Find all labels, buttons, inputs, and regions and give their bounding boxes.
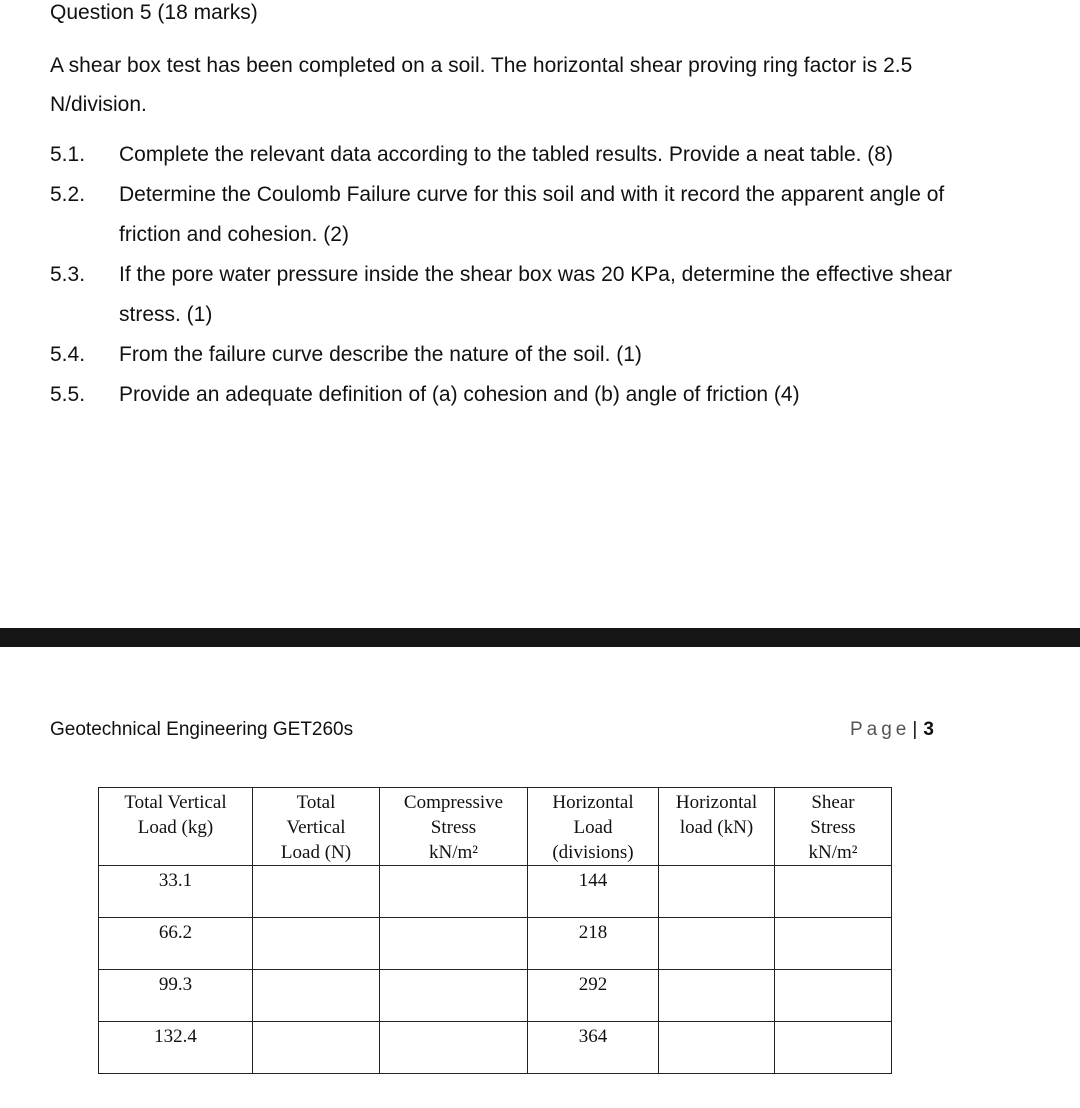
sub-question-text: Complete the relevant data according to the tabled results. Provide a neat table. (8)	[119, 143, 893, 166]
sub-question-text: From the failure curve describe the nature of the soil. (1)	[119, 343, 642, 366]
header-line: Load (kg)	[137, 817, 214, 838]
cell-shear-stress	[775, 918, 892, 970]
cell-compressive-stress	[380, 866, 528, 918]
cell-vertical-load-n	[253, 918, 380, 970]
header-line: (divisions)	[552, 842, 634, 863]
header-line: Total Vertical	[124, 792, 227, 813]
header-line: Load (N)	[280, 842, 352, 863]
cell-shear-stress	[775, 970, 892, 1022]
cell-vertical-load-n	[253, 970, 380, 1022]
header-line: Stress	[430, 817, 477, 838]
header-line: Compressive	[403, 792, 504, 813]
table-row	[99, 918, 892, 970]
table-row	[99, 970, 892, 1022]
cell-compressive-stress	[380, 1022, 528, 1074]
header-shear-stress	[775, 788, 892, 866]
header-line: Horizontal	[552, 792, 634, 813]
cell-vertical-load-kg: 99.3	[99, 970, 253, 1022]
sub-question-number: 5.2.	[50, 183, 86, 206]
sub-question-number: 5.3.	[50, 263, 86, 286]
header-line: Load	[573, 817, 613, 838]
cell-horizontal-load-divisions: 364	[528, 1022, 659, 1074]
cell-horizontal-load-kn	[659, 866, 775, 918]
header-total-vertical-load-kg	[99, 788, 253, 866]
sub-question-number: 5.5.	[50, 383, 86, 406]
table-row	[99, 866, 892, 918]
footer-course: Geotechnical Engineering GET260s	[50, 719, 354, 740]
cell-compressive-stress	[380, 918, 528, 970]
header-horizontal-load-divisions	[528, 788, 659, 866]
header-line: kN/m²	[429, 842, 478, 863]
page-separator: |	[912, 719, 918, 740]
cell-shear-stress	[775, 866, 892, 918]
header-line: Vertical	[286, 817, 346, 838]
cell-horizontal-load-kn	[659, 918, 775, 970]
sub-question-number: 5.4.	[50, 343, 86, 366]
header-line: Shear	[811, 792, 855, 813]
header-line: load (kN)	[679, 817, 754, 838]
header-line: Total	[296, 792, 336, 813]
cell-horizontal-load-divisions: 218	[528, 918, 659, 970]
header-total-vertical-load-n	[253, 788, 380, 866]
cell-horizontal-load-divisions: 292	[528, 970, 659, 1022]
cell-vertical-load-n	[253, 1022, 380, 1074]
page-divider	[0, 628, 1080, 647]
question-intro: A shear box test has been completed on a soil. The horizontal shear proving ring factor is 2.5 N/division.	[50, 54, 913, 116]
cell-compressive-stress	[380, 970, 528, 1022]
page-number: 3	[923, 719, 934, 740]
sub-question-number: 5.1.	[50, 143, 86, 166]
question-title: Question 5 (18 marks)	[50, 1, 258, 24]
cell-horizontal-load-divisions: 144	[528, 866, 659, 918]
sub-question-text: Determine the Coulomb Failure curve for this soil and with it record the apparent angle of friction and cohesion. (2)	[119, 183, 945, 246]
sub-question-text: If the pore water pressure inside the shear box was 20 KPa, determine the effective shear stress. (1)	[119, 263, 953, 326]
cell-horizontal-load-kn	[659, 970, 775, 1022]
cell-vertical-load-kg: 33.1	[99, 866, 253, 918]
sub-question-text: Provide an adequate definition of (a) cohesion and (b) angle of friction (4)	[119, 383, 800, 406]
cell-shear-stress	[775, 1022, 892, 1074]
header-compressive-stress	[380, 788, 528, 866]
results-table	[98, 787, 892, 1074]
page-word: Page	[850, 719, 911, 740]
cell-horizontal-load-kn	[659, 1022, 775, 1074]
cell-vertical-load-kg: 132.4	[99, 1022, 253, 1074]
cell-vertical-load-kg: 66.2	[99, 918, 253, 970]
header-line: Stress	[810, 817, 856, 838]
header-line: Horizontal	[675, 792, 758, 813]
header-horizontal-load-kn	[659, 788, 775, 866]
cell-vertical-load-n	[253, 866, 380, 918]
footer-page-label	[850, 719, 934, 741]
table-header-row	[99, 788, 892, 866]
table-row	[99, 1022, 892, 1074]
header-line: kN/m²	[808, 842, 858, 863]
